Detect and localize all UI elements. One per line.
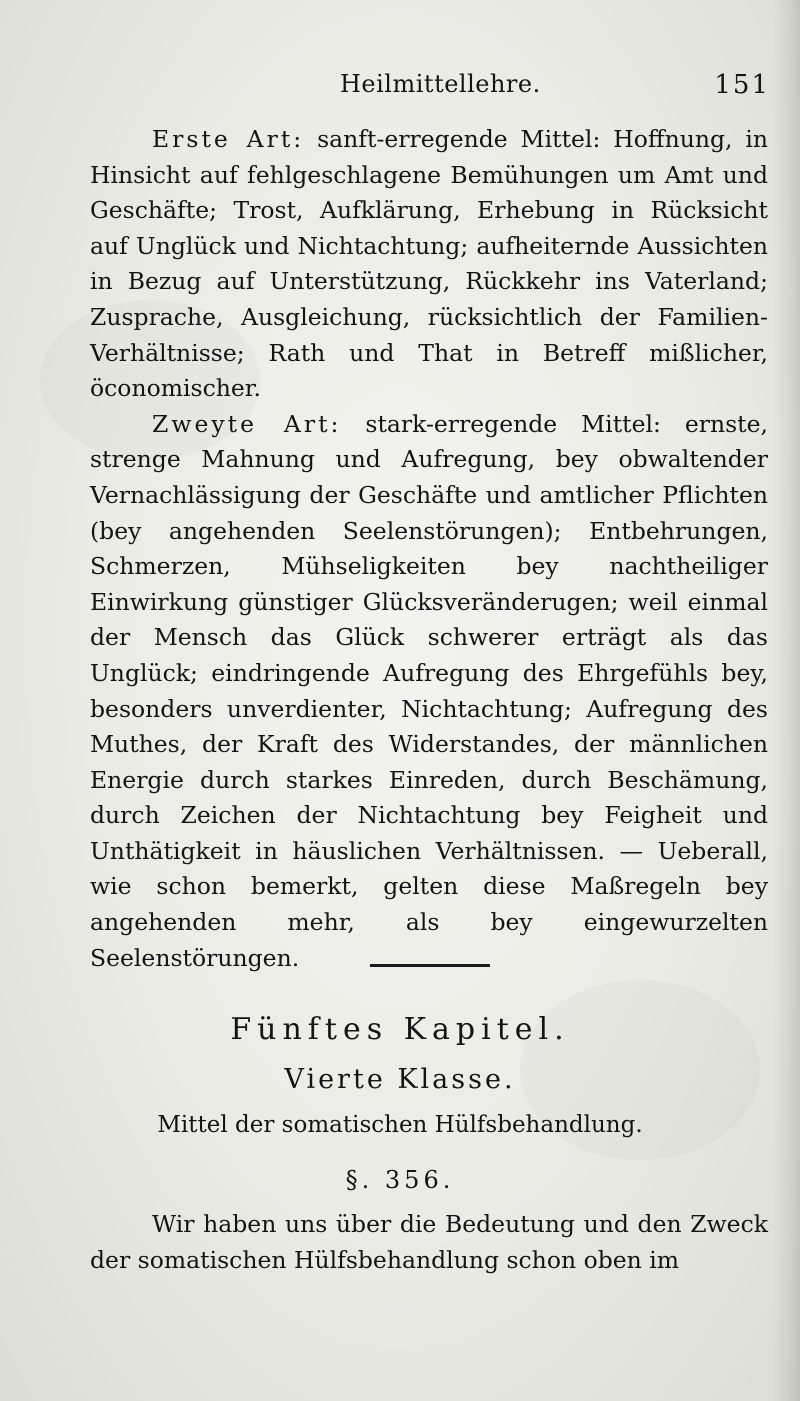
body-text — [90, 122, 768, 976]
section-number: §. 356. — [345, 1166, 455, 1194]
class-title: Vierte Klasse. — [284, 1064, 516, 1095]
chapter-title: Fünftes Kapitel. — [230, 1012, 570, 1047]
page-header — [90, 70, 770, 110]
paragraph-label: Erste Art: — [152, 125, 305, 153]
section-divider — [370, 964, 490, 967]
paragraph-section-356: Wir haben uns über die Bedeutung und den Zweck der somatischen Hülfsbehandlung schon oben im — [90, 1210, 768, 1274]
page-number: 151 — [714, 70, 770, 100]
paragraph-second-kind — [90, 407, 768, 977]
paragraph-text: sanft-erregende Mittel: Hoffnung, in Hinsicht auf fehlgeschlagene Bemühungen um Amt und Geschäfte; Trost, Aufklärung, Erhebung in Rücksicht auf Unglück und Nichtachtung; aufheiternde Aussichten in Bezug auf Unterstützung, Rückkehr ins Vaterland; Zusprache, Ausgleichung, rücksichtlich der Familien-Verhältnisse; Rath und That in Betreff mißlicher, öconomischer. — [90, 125, 768, 403]
paragraph-first-kind — [90, 122, 768, 407]
running-title: Heilmittellehre. — [340, 70, 541, 98]
paragraph-label: Zweyte Art: — [152, 409, 342, 438]
paragraph-text: stark-erregende Mittel: ernste, strenge Mahnung und Aufregung, bey obwaltender Vernachlässigung der Geschäfte und amtlicher Pflichten (bey angehenden Seelenstörungen); Entbehrungen, Schmerzen, Mühseligkeiten bey nachtheiliger Einwirkung günstiger Glücksveränderugen; weil einmal der Mensch das Glück schwerer erträgt als das Unglück; eindringende Aufregung des Ehrgefühls bey, besonders unverdienter, Nichtachtung; Aufregung des Muthes, der Kraft des Widerstandes, der männlichen Energie durch starkes Einreden, durch Beschämung, durch Zeichen der Nichtachtung bey Feigheit und Unthätigkeit in häuslichen Verhältnissen. — Ueberall, wie schon bemerkt, gelten diese Maßregeln bey angehenden mehr, als bey eingewurzelten Seelenstörungen. — [90, 409, 768, 972]
chapter-subtitle: Mittel der somatischen Hülfsbehandlung. — [157, 1112, 643, 1138]
section-text — [90, 1207, 768, 1278]
